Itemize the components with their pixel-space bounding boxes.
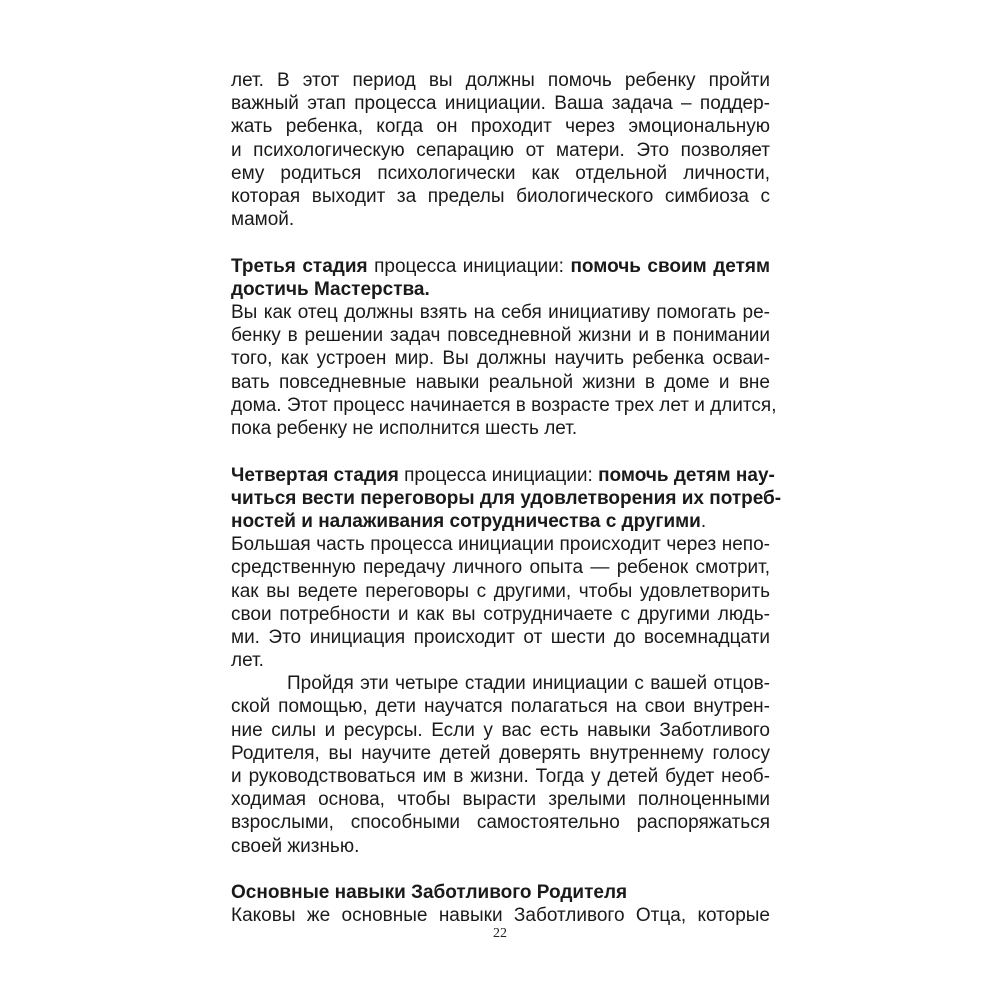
text-line: ми. Это инициация происходит от шести до восемнадцати [231,626,770,648]
text-line: жать ребенка, когда он проходит через эмоциональную [231,116,770,138]
heading-period: . [700,510,707,532]
text-line: взрослыми, способными самостоятельно распоряжаться [231,812,770,834]
spacer [231,440,770,463]
page-body [231,69,782,928]
text-line: средственную передачу личного опыта — ребенок смотрит, [231,557,770,579]
spacer [231,858,770,881]
stage-three-section [231,255,777,441]
text-line: ние силы и ресурсы. Если у вас есть навыки Заботливого [231,719,770,741]
text-line: и руководствоваться им в жизни. Тогда у детей будет необ- [231,766,770,788]
text-line: пока ребенку не исполнится шесть лет. [231,418,578,440]
text-line: Вы как отец должны взять на себя инициативу помогать ре- [231,302,770,324]
text-line: бенку в решении задач повседневной жизни и в понимании [231,325,770,347]
text-line: ему родиться психологически как отдельной личности, [231,162,770,184]
text-line: как вы ведете переговоры с другими, чтобы удовлетворить [231,580,770,602]
text-line: ходимая основа, чтобы вырасти зрелыми полноценными [231,789,770,811]
text-line: мамой. [231,209,295,231]
text-line: того, как устроен мир. Вы должны научить ребенка осваи- [231,348,770,370]
section-heading: Основные навыки Заботливого Родителя [231,882,628,904]
stage-four-section [231,464,782,673]
intro-paragraph [231,69,770,231]
spacer [231,231,770,254]
stage-four-goal-end: ностей и налаживания сотрудничества с другими [231,510,701,532]
stage-four-goal: помочь детям нау- [598,464,775,486]
text-line: Родителя, вы научите детей доверять внутреннему голосу [231,742,770,764]
stage-three-title: Третья стадия [231,255,368,277]
text-line: вать повседневные навыки реальной жизни в доме и вне [231,371,770,393]
skills-section [231,881,770,927]
heading-connector: процесса инициации: [367,255,571,277]
text-line: дома. Этот процесс начинается в возрасте трех лет и длится, [231,394,777,416]
stage-four-goal-end-line [231,510,770,533]
stage-three-heading-line [231,255,770,278]
text-line: Пройдя эти четыре стадии инициации с вашей отцов- [287,673,770,695]
text-line: лет. В этот период вы должны помочь ребенку пройти [231,70,770,91]
text-line: свои потребности и как вы сотрудничаете с другими людь- [231,603,770,625]
text-line: Каковы же основные навыки Заботливого Отца, которые [231,905,770,927]
text-line: которая выходит за пределы биологического симбиоза с [231,185,770,207]
summary-paragraph [231,672,770,858]
stage-four-goal-continued: читься вести переговоры для удовлетворения их потреб- [231,487,782,509]
page-number: 22 [493,926,507,941]
text-line: ской помощью, дети научатся полагаться на свои внутрен- [231,696,770,718]
stage-four-heading-line [231,464,775,487]
stage-three-goal: помочь своим детям [570,255,771,277]
stage-four-title: Четвертая стадия [231,464,399,486]
text-line: лет. [231,650,264,672]
text-line: своей жизнью. [231,835,360,857]
text-line: и психологическую сепарацию от матери. Это позволяет [231,139,770,161]
stage-three-goal-continued: достичь Мастерства. [231,278,430,300]
text-line: Большая часть процесса инициации происходит через непо- [231,534,770,556]
heading-connector: процесса инициации: [398,464,599,486]
text-line: важный этап процесса инициации. Ваша задача – поддер- [231,93,770,115]
